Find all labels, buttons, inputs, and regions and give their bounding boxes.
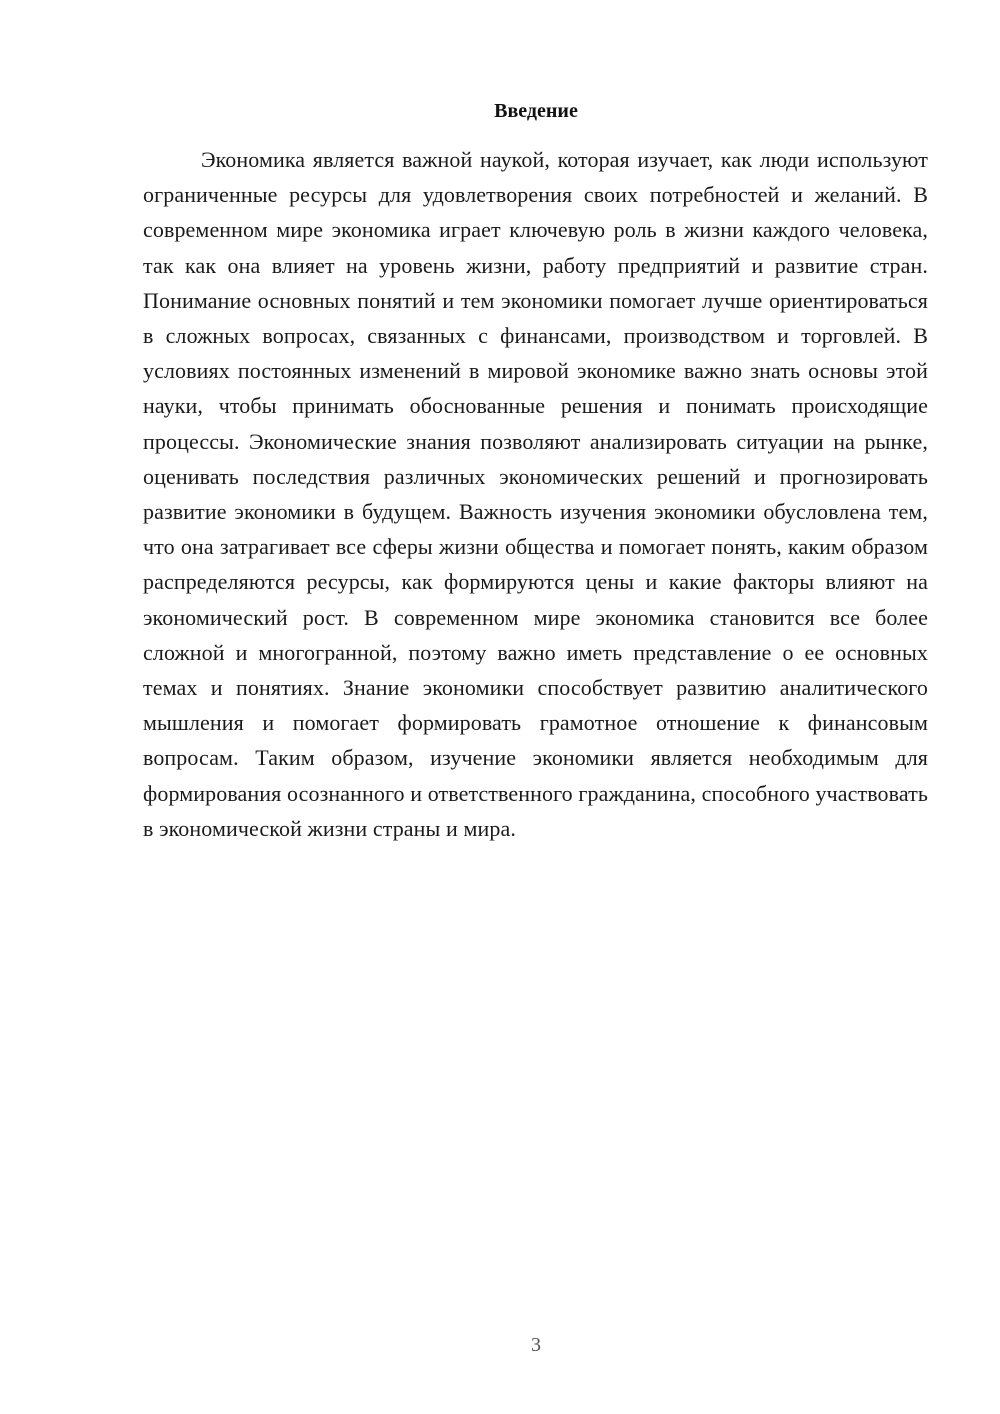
section-heading: Введение	[494, 100, 578, 122]
body-paragraph: Экономика является важной наукой, которая изучает, как люди используют ограниченные ресурсы для удовлетворения своих потребностей и желаний. В современном мире экономика играет ключевую роль в жизни каждого человека, так как она влияет на уровень жизни, работу предприятий и развитие стран. Понимание основных понятий и тем экономики помогает лучше ориентироваться в сложных вопросах, связанных с финансами, производством и торговлей. В условиях постоянных изменений в мировой экономике важно знать основы этой науки, чтобы принимать обоснованные решения и понимать происходящие процессы. Экономические знания позволяют анализировать ситуации на рынке, оценивать последствия различных экономических решений и прогнозировать развитие экономики в будущем. Важность изучения экономики обусловлена тем, что она затрагивает все сферы жизни общества и помогает понять, каким образом распределяются ресурсы, как формируются цены и какие факторы влияют на экономический рост. В современном мире экономика становится все более сложной и многогранной, поэтому важно иметь представление о ее основных темах и понятиях. Знание экономики способствует развитию аналитического мышления и помогает формировать грамотное отношение к финансовым вопросам. Таким образом, изучение экономики является необходимым для формирования осознанного и ответственного гражданина, способного участвовать в экономической жизни страны и мира.	[143, 147, 928, 841]
page-number: 3	[531, 1334, 541, 1356]
